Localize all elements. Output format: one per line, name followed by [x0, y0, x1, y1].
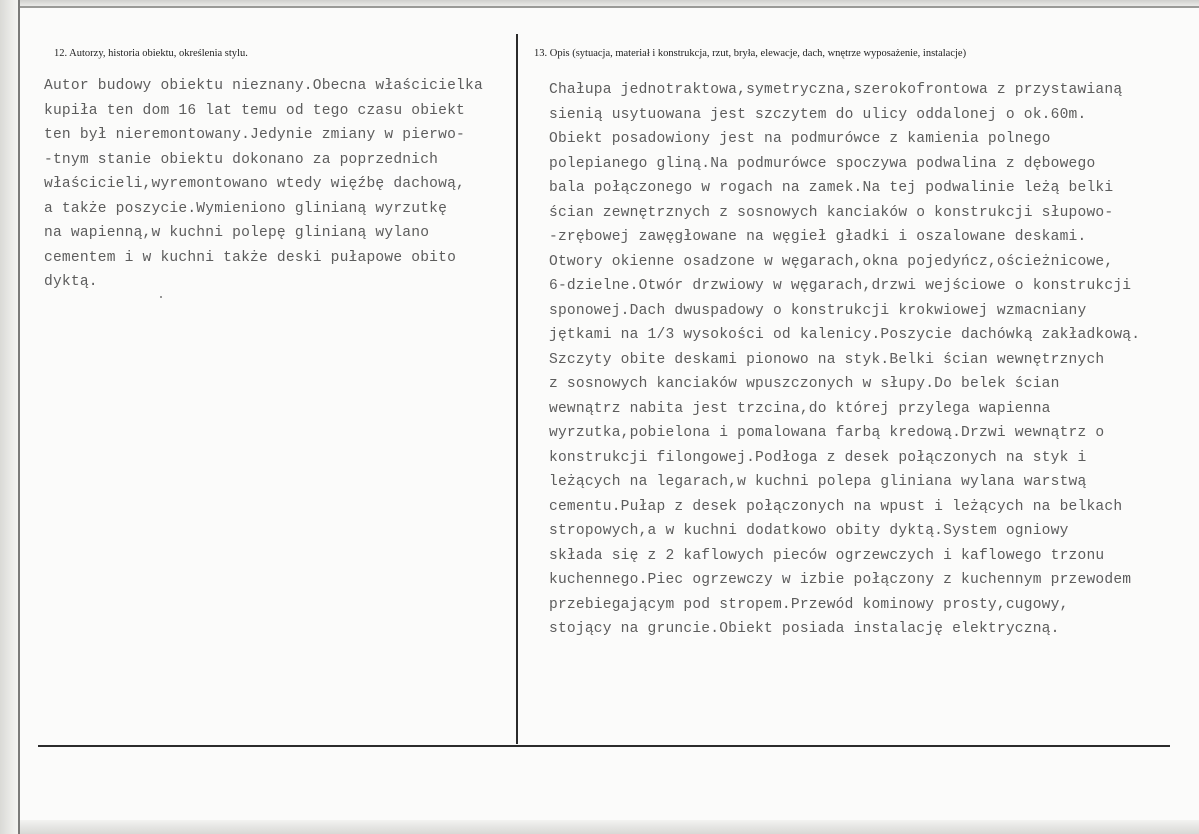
text-line: -tnym stanie obiektu dokonano za poprzednich — [44, 151, 439, 168]
text-line: polepianego gliną.Na podmurówce spoczywa podwalina z dębowego — [549, 155, 1096, 172]
text-line: cementem i w kuchni także deski pułapowe obito — [44, 249, 457, 266]
page-bottom-edge — [20, 820, 1199, 834]
text-line: -zrębowej zawęgłowane na węgieł gładki i oszalowane deskami. — [549, 229, 1087, 245]
text-line: Autor budowy obiektu nieznany.Obecna właścicielka — [44, 78, 483, 94]
section-12-heading: 12. Autorzy, historia obiektu, określenia stylu. — [54, 48, 248, 59]
text-line: konstrukcji filongowej.Podłoga z desek połączonych na styk i — [549, 449, 1087, 466]
column-divider — [516, 34, 518, 744]
text-line: ścian zewnętrznych z sosnowych kanciaków o konstrukcji słupowo- — [549, 204, 1114, 221]
text-line: przebiegającym pod stropem.Przewód kominowy prosty,cugowy, — [549, 596, 1069, 613]
text-line: Szczyty obite deskami pionowo na styk.Belki ścian wewnętrznych — [549, 351, 1105, 368]
section-13-heading: 13. Opis (sytuacja, materiał i konstrukcja, rzut, bryła, elewacje, dach, wnętrze wyposażenie, instalacje) — [534, 48, 967, 59]
text-line: z sosnowych kanciaków wpuszczonych w słupy.Do belek ścian — [549, 376, 1060, 392]
bottom-rule — [38, 745, 1170, 747]
text-line: kupiła ten dom 16 lat temu od tego czasu obiekt — [44, 102, 466, 119]
text-line: stojący na gruncie.Obiekt posiada instalację elektryczną. — [549, 621, 1060, 637]
page-top-edge — [20, 0, 1199, 8]
text-line: wewnątrz nabita jest trzcina,do której przylega wapienna — [549, 400, 1051, 417]
text-line: Obiekt posadowiony jest na podmurówce z kamienia polnego — [549, 131, 1051, 147]
text-line: właścicieli,wyremontowano wtedy więźbę dachową, — [44, 176, 466, 192]
text-line: 6-dzielne.Otwór drzwiowy w węgarach,drzwi wejściowe o konstrukcji — [549, 278, 1132, 294]
text-line: jętkami na 1/3 wysokości od kalenicy.Poszycie dachówką zakładkową. — [549, 327, 1141, 343]
text-line: składa się z 2 kaflowych pieców ogrzewczych i kaflowego trzonu — [549, 547, 1105, 564]
text-line: kuchennego.Piec ogrzewczy w izbie połączony z kuchennym przewodem — [549, 572, 1132, 588]
text-line: cementu.Pułap z desek połączonych na wpust i leżących na belkach — [549, 498, 1123, 515]
text-line: a także poszycie.Wymieniono glinianą wyrzutkę — [44, 200, 448, 217]
text-line: Otwory okienne osadzone w węgarach,okna pojedyńcz,ościeżnicowe, — [549, 253, 1114, 270]
text-line: Chałupa jednotraktowa,symetryczna,szerokofrontowa z przystawianą — [549, 82, 1123, 98]
text-line: leżących na legarach,w kuchni polepa gliniana wylana warstwą — [549, 474, 1087, 490]
text-line: stropowych,a w kuchni dodatkowo obity dyktą.System ogniowy — [549, 523, 1069, 539]
text-line: sponowej.Dach dwuspadowy o konstrukcji krokwiowej wzmacniany — [549, 302, 1087, 319]
ink-speck — [160, 296, 162, 298]
text-line: ten był nieremontowany.Jedynie zmiany w pierwo- — [44, 127, 466, 143]
text-line: sienią usytuowana jest szczytem do ulicy oddalonej o ok.60m. — [549, 106, 1087, 123]
section-13-body — [549, 78, 1189, 642]
text-line: wyrzutka,pobielona i pomalowana farbą kredową.Drzwi wewnątrz o — [549, 425, 1105, 441]
text-line: na wapienną,w kuchni polepę glinianą wylano — [44, 225, 430, 241]
text-line: bala połączonego w rogach na zamek.Na tej podwalinie leżą belki — [549, 180, 1114, 196]
page-left-edge — [0, 0, 20, 834]
section-12-body — [44, 74, 514, 295]
text-line: dyktą. — [44, 274, 98, 290]
